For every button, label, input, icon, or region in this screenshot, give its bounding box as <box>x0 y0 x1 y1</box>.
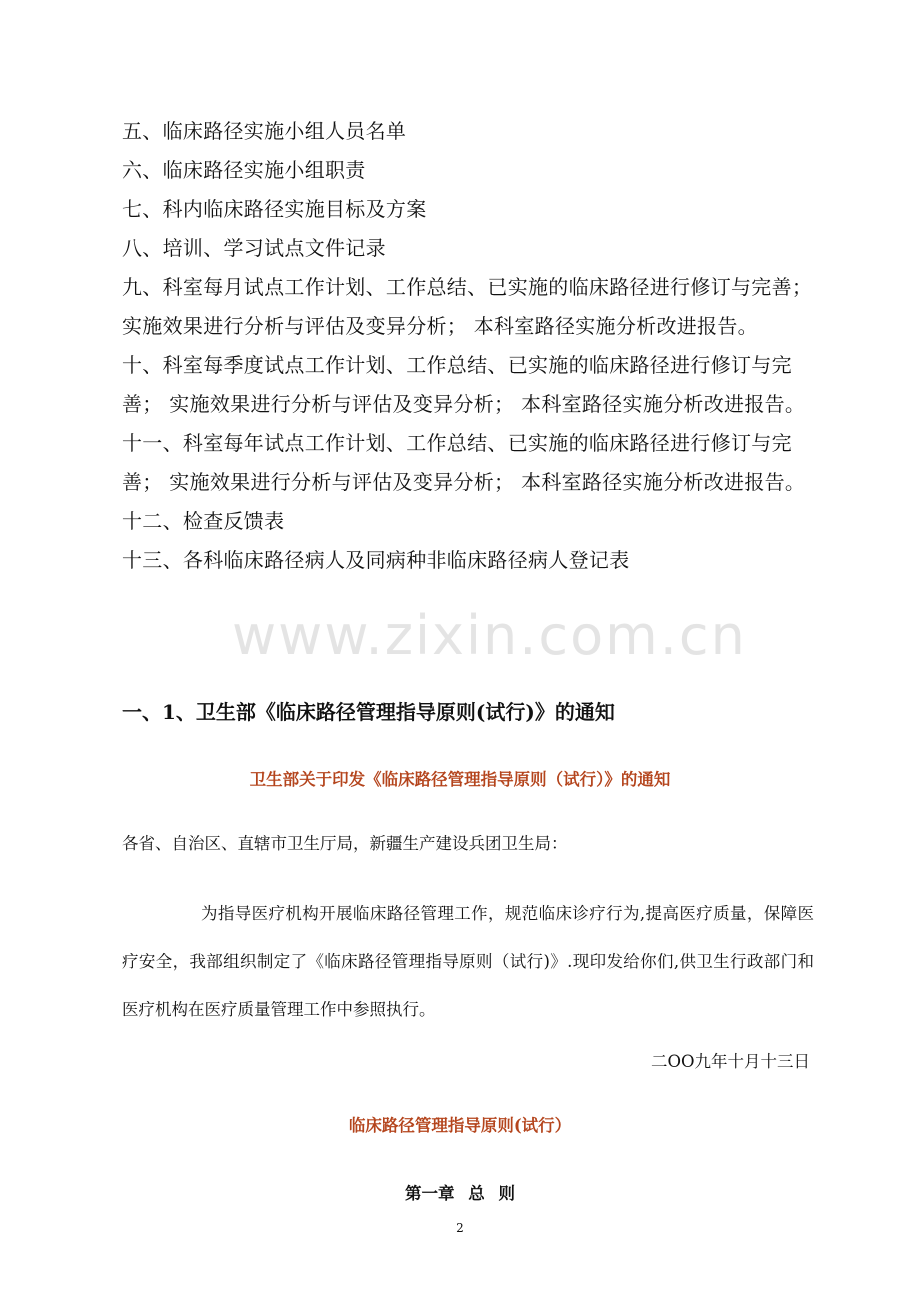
page-number: 2 <box>456 1221 464 1235</box>
salutation: 各省、自治区、直辖市卫生厅局，新疆生产建设兵团卫生局： <box>122 834 568 853</box>
section-heading: 一、1、卫生部《临床路径管理指导原则(试行)》的通知 <box>122 700 615 724</box>
list-item: 十、科室每季度试点工作计划、工作总结、已实施的临床路径进行修订与完善； 实施效果进行分析与评估及变异分析； 本科室路径实施分析改进报告。 <box>122 353 806 416</box>
list-item: 十一、科室每年试点工作计划、工作总结、已实施的临床路径进行修订与完善； 实施效果进行分析与评估及变异分析； 本科室路径实施分析改进报告。 <box>122 431 806 494</box>
date-line: 二OO九年十月十三日 <box>650 1052 810 1071</box>
notice-title: 卫生部关于印发《临床路径管理指导原则（试行）》的通知 <box>249 770 671 789</box>
list-item: 五、临床路径实施小组人员名单 <box>122 119 407 143</box>
list-item: 十三、各科临床路径病人及同病种非临床路径病人登记表 <box>122 548 630 572</box>
list-item: 十二、检查反馈表 <box>122 509 285 533</box>
list-item: 六、临床路径实施小组职责 <box>122 158 366 182</box>
list-item: 七、科内临床路径实施目标及方案 <box>122 197 427 221</box>
body-paragraph: 为指导医疗机构开展临床路径管理工作，规范临床诊疗行为,提高医疗质量，保障医疗安全，我部组织制定了《临床路径管理指导原则（试行)》.现印发给你们,供卫生行政部门和医疗机构在医疗质量管理工作中参照执行。 <box>122 904 814 1019</box>
list-item: 八、培训、学习试点文件记录 <box>122 236 386 260</box>
contents-list <box>122 112 818 580</box>
chapter-title: 第一章 总 则 <box>405 1184 515 1203</box>
list-item: 九、科室每月试点工作计划、工作总结、已实施的临床路径进行修订与完善； 实施效果进行分析与评估及变异分析； 本科室路径实施分析改进报告。 <box>122 275 813 338</box>
watermark: www.zixin.com.cn <box>232 604 747 667</box>
document-title: 临床路径管理指导原则(试行） <box>348 1116 572 1135</box>
